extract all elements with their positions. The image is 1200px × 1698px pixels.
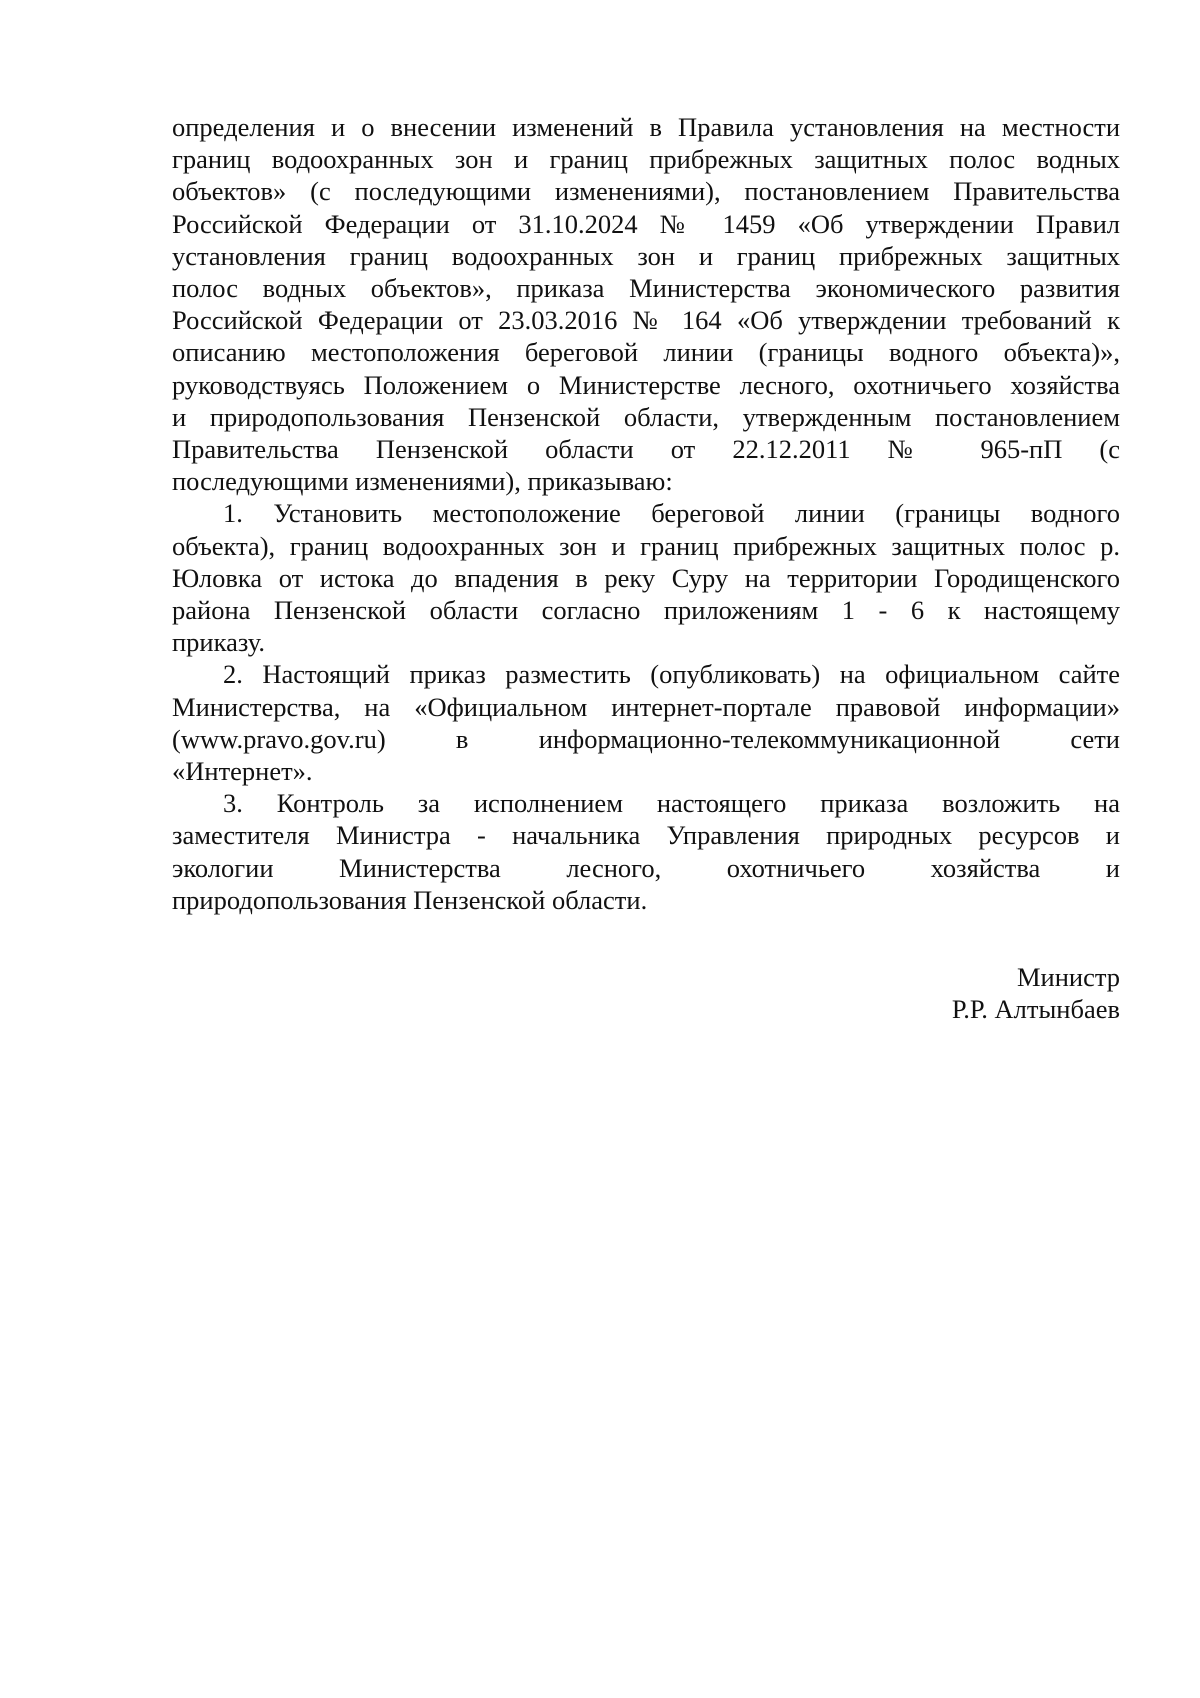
- text-line: заместителя Министра - начальника Управления природных ресурсов и: [172, 820, 1120, 851]
- text-line: руководствуясь Положением о Министерстве лесного, охотничьего хозяйства: [172, 369, 1120, 400]
- signatory-name: Р.Р. Алтынбаев: [951, 994, 1120, 1025]
- text-line: последующими изменениями), приказываю:: [172, 466, 673, 497]
- text-line: экологии Министерства лесного, охотничьего хозяйства и: [172, 852, 1120, 883]
- text-line: (www.pravo.gov.ru) в информационно-телекоммуникационной сети: [172, 723, 1120, 754]
- text-line: Юловка от истока до впадения в реку Суру на территории Городищенского: [172, 562, 1120, 593]
- text-line: Российской Федерации от 31.10.2024 № 1459 «Об утверждении Правил: [172, 208, 1120, 239]
- text-line: Министерства, на «Официальном интернет-портале правовой информации»: [172, 691, 1120, 722]
- document-body: [172, 111, 1120, 916]
- text-line: объектов» (с последующими изменениями), постановлением Правительства: [172, 176, 1120, 207]
- text-line: Российской Федерации от 23.03.2016 № 164 «Об утверждении требований к: [172, 305, 1120, 336]
- text-line: района Пензенской области согласно приложениям 1 - 6 к настоящему: [172, 595, 1120, 626]
- text-line: описанию местоположения береговой линии (границы водного объекта)»,: [172, 337, 1120, 368]
- text-line: Правительства Пензенской области от 22.12.2011 № 965-пП (с: [172, 434, 1120, 465]
- signature-block: [952, 961, 1120, 1025]
- order-item-1: [172, 497, 1120, 658]
- text-line: полос водных объектов», приказа Министерства экономического развития: [172, 273, 1120, 304]
- intro-paragraph: [172, 111, 1120, 497]
- order-item-2: [172, 658, 1120, 787]
- text-line: 2. Настоящий приказ разместить (опубликовать) на официальном сайте: [223, 659, 1120, 690]
- text-line: природопользования Пензенской области.: [172, 884, 648, 915]
- text-line: 3. Контроль за исполнением настоящего приказа возложить на: [223, 788, 1120, 819]
- signatory-position: Министр: [1016, 962, 1120, 992]
- text-line: установления границ водоохранных зон и границ прибрежных защитных: [172, 240, 1120, 271]
- order-item-3: [172, 787, 1120, 916]
- text-line: определения и о внесении изменений в Правила установления на местности: [172, 112, 1120, 142]
- text-line: объекта), границ водоохранных зон и границ прибрежных защитных полос р.: [172, 530, 1120, 561]
- text-line: «Интернет».: [172, 756, 313, 787]
- text-line: и природопользования Пензенской области, утвержденным постановлением: [172, 401, 1120, 432]
- text-line: границ водоохранных зон и границ прибрежных защитных полос водных: [172, 144, 1120, 175]
- text-line: приказу.: [172, 627, 265, 658]
- text-line: 1. Установить местоположение береговой линии (границы водного: [223, 498, 1120, 529]
